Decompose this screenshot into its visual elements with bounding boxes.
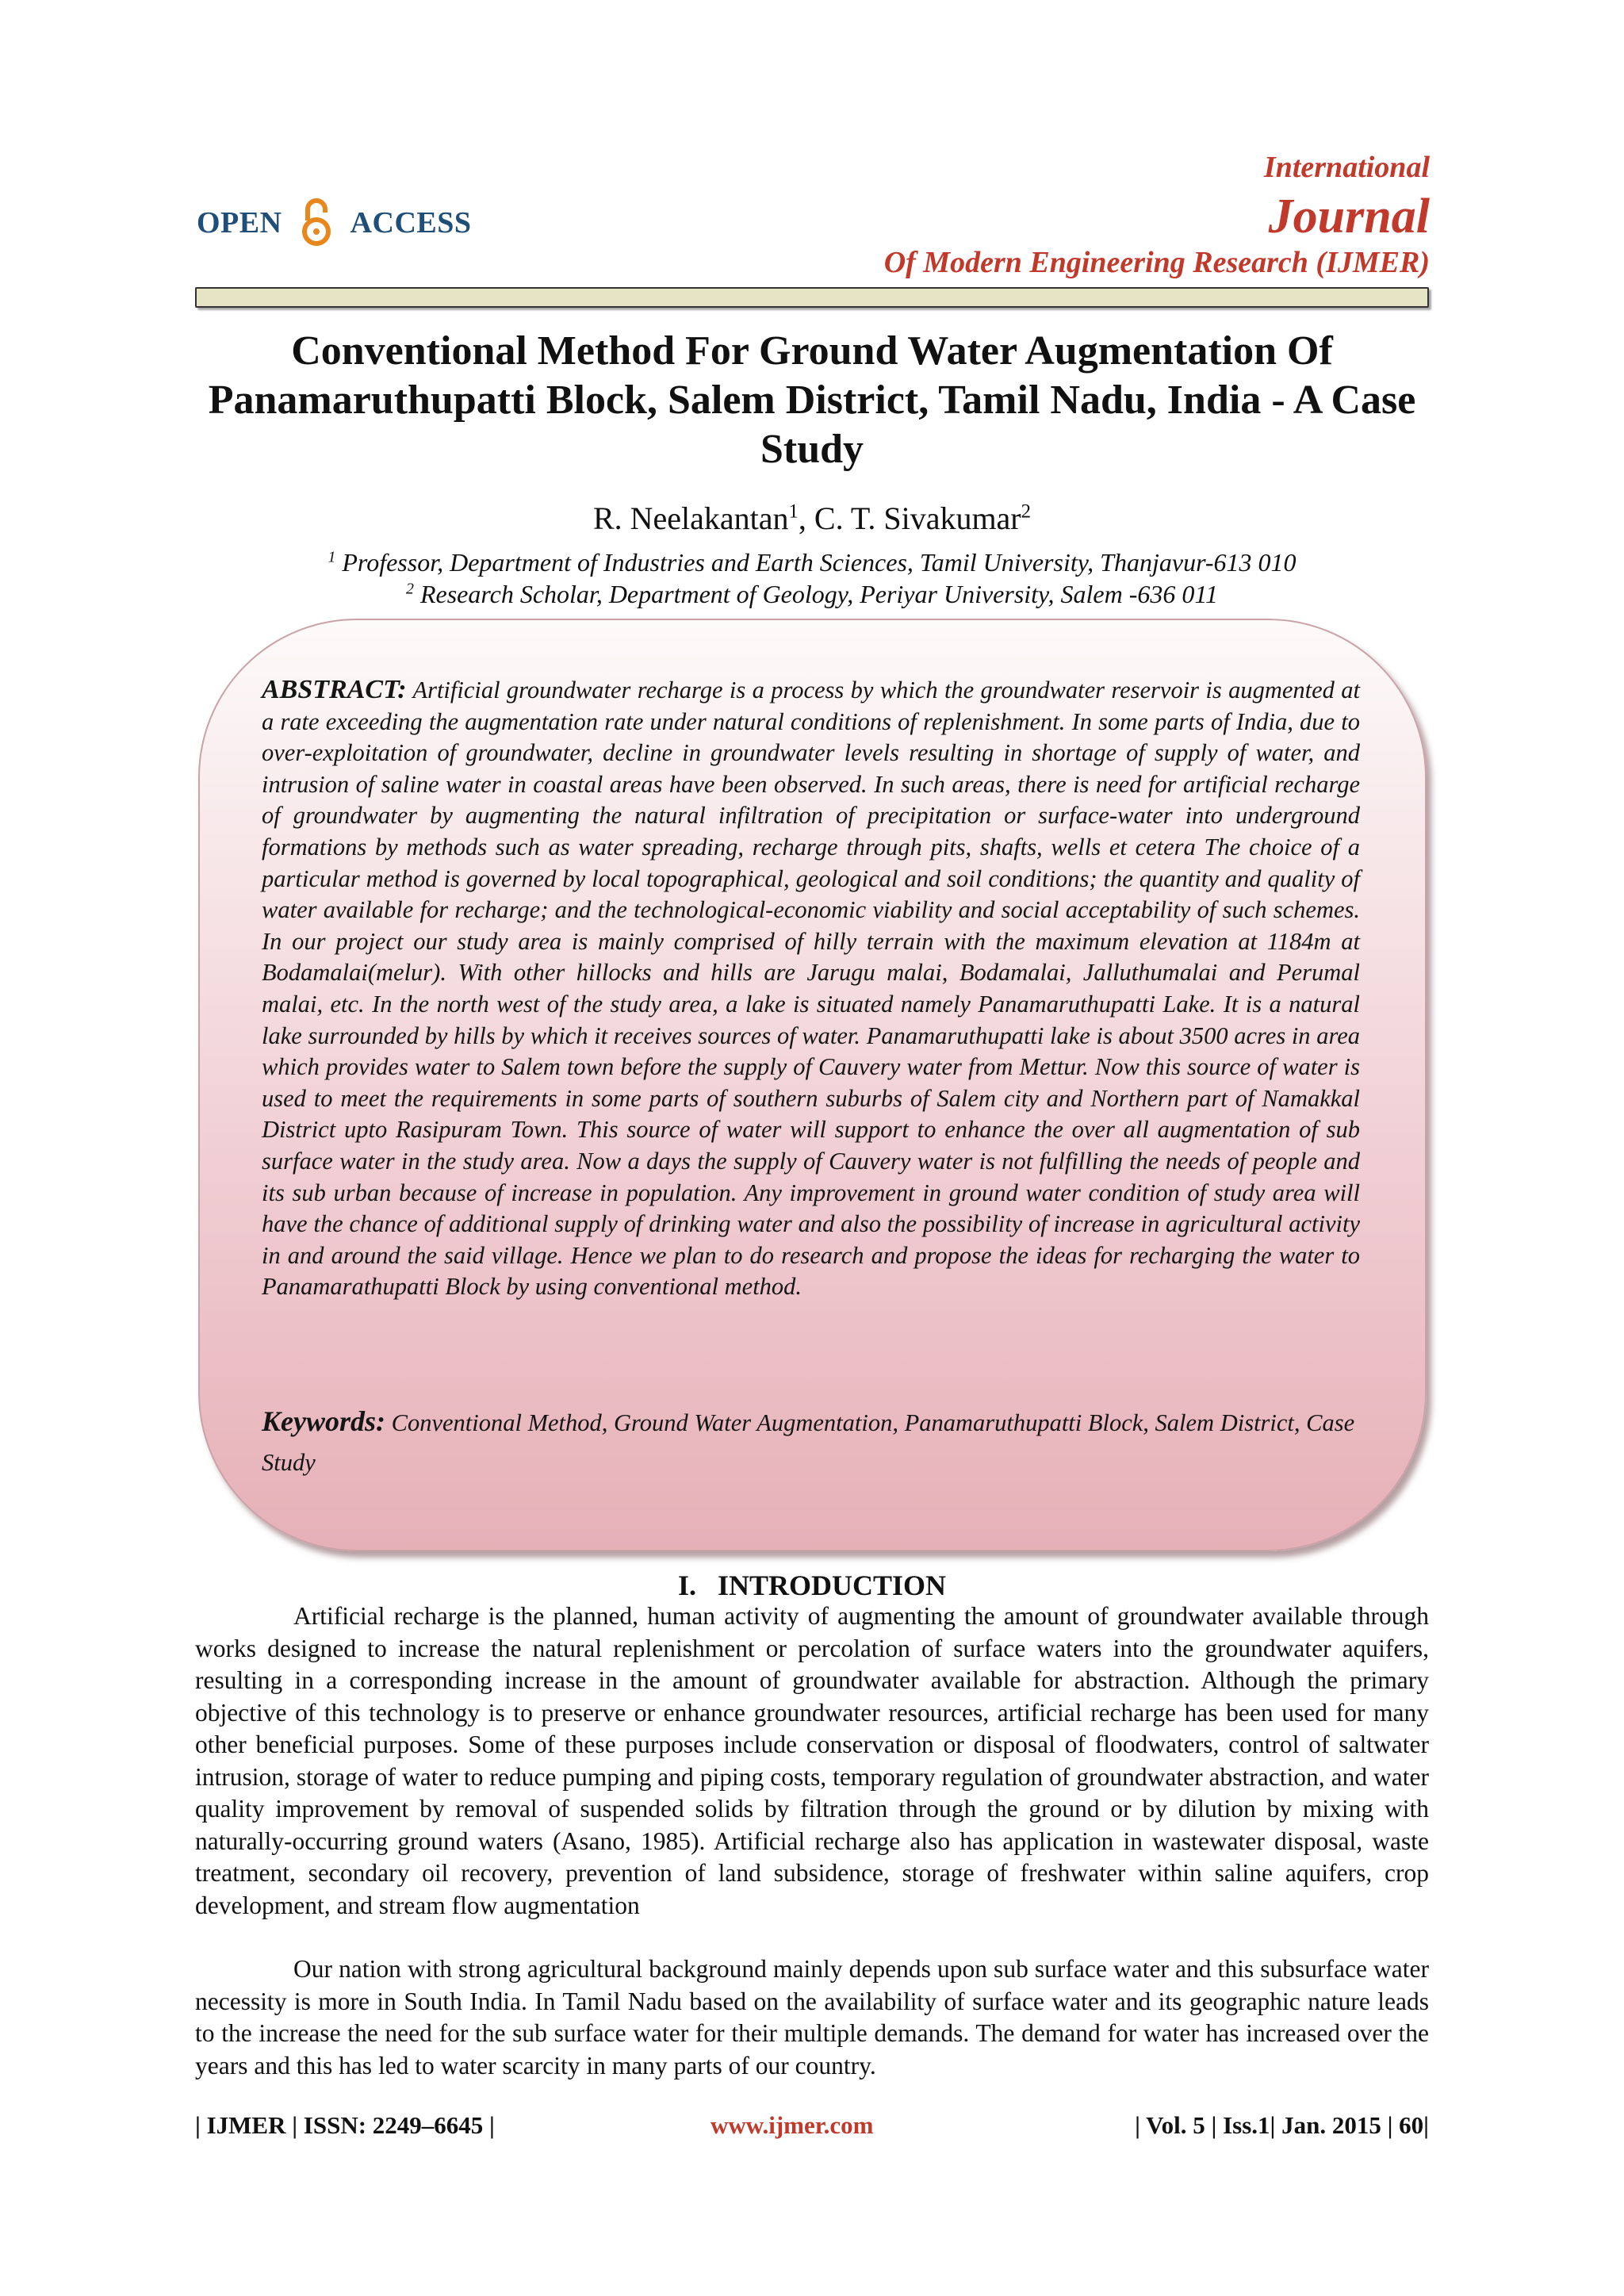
journal-masthead <box>884 152 1430 278</box>
abstract <box>262 674 1360 1303</box>
open-access-left-text: OPEN <box>197 206 282 240</box>
section-heading: I. INTRODUCTION <box>677 1570 947 1601</box>
body-paragraph: Our nation with strong agricultural background mainly depends upon sub surface water and this subsurface water necessity is more in South India. In Tamil Nadu based on the availability of surface water and its geographic nature leads to the increase the need for the sub surface water for their multiple demands. The demand for water has increased over the years and this has led to water scarcity in many parts of our country. <box>195 1955 1429 2079</box>
author-separator: , <box>798 500 814 536</box>
affiliation-text: Professor, Department of Industries and Earth Sciences, Tamil University, Thanjavur-613 010 <box>335 548 1297 577</box>
abstract-text: Artificial groundwater recharge is a process by which the groundwater reservoir is augmented at a rate exceeding the augmentation rate under natural conditions of replenishment. In some parts of India, due to over-exploitation of groundwater, decline in groundwater levels resulting in shortage of supply of water, and intrusion of saline water in coastal areas have been observed. In such areas, there is need for artificial recharge of groundwater by augmenting the natural infiltration of precipitation or surface-water into underground formations by methods such as water spreading, recharge through pits, shafts, wells et cetera The choice of a particular method is governed by local topographical, geological and soil conditions; the quantity and quality of water available for recharge; and the technological-economic viability and social acceptability of such schemes. In our project our study area is mainly comprised of hilly terrain with the maximum elevation at 1184m at Bodamalai(melur). With other hillocks and hills are Jarugu malai, Bodamalai, Jalluthumalai and Perumal malai, etc. In the north west of the study area, a lake is situated namely Panamaruthupatti Lake. It is a natural lake surrounded by hills by which it receives sources of water. Panamaruthupatti lake is about 3500 acres in area which provides water to Salem town before the supply of Cauvery water from Mettur. Now this source of water is used to meet the requirements in some parts of southern suburbs of Salem city and Northern part of Namakkal District upto Rasipuram Town. This source of water will support to enhance the over all augmentation of sub surface water in the study area. Now a days the supply of Cauvery water is not fulfilling the needs of people and its sub urban because of increase in population. Any improvement in ground water condition of study area will have the chance of additional supply of drinking water and also the possibility of increase in agricultural activity in and around the said village. Hence we plan to do research and propose the ideas for recharging the water to Panamarathupatti Block by using conventional method. <box>262 677 1360 1301</box>
author-line <box>195 500 1429 538</box>
keywords-text: Conventional Method, Ground Water Augmentation, Panamaruthupatti Block, Salem District, Case Study <box>262 1409 1355 1476</box>
affiliation-1 <box>195 547 1429 577</box>
body-paragraph: Artificial recharge is the planned, human activity of augmenting the amount of groundwater available through works designed to increase the natural replenishment or percolation of surface waters into the groundwater aquifers, resulting in a corresponding increase in the amount of groundwater available for abstraction. Although the primary objective of this technology is to preserve or enhance groundwater resources, artificial recharge has been used for many other beneficial purposes. Some of these purposes include conservation or disposal of floodwaters, control of saltwater intrusion, storage of water to reduce pumping and piping costs, temporary regulation of groundwater abstraction, and water quality improvement by removal of suspended solids by filtration through the ground or by dilution by mixing with naturally-occurring ground waters (Asano, 1985). Artificial recharge also has application in wastewater disposal, waste treatment, secondary oil recovery, prevention of land subsidence, storage of freshwater within saline aquifers, crop development, and stream flow augmentation <box>195 1602 1429 1919</box>
affiliation-text: Research Scholar, Department of Geology, Periyar University, Salem -636 011 <box>413 580 1218 608</box>
open-access-right-text: ACCESS <box>350 206 472 240</box>
journal-line-name: Of Modern Engineering Research (IJMER) <box>883 246 1430 279</box>
page-footer <box>195 2110 1429 2141</box>
affiliation-mark: 2 <box>406 580 414 598</box>
author-name: R. Neelakantan <box>592 500 789 536</box>
affiliation-mark: 1 <box>327 548 336 566</box>
footer-issn: | IJMER | ISSN: 2249–6645 | <box>195 2111 495 2139</box>
header-rule <box>195 287 1429 308</box>
open-access-logo <box>197 198 472 247</box>
keywords <box>262 1401 1360 1482</box>
affiliation-2 <box>195 579 1429 609</box>
open-lock-icon <box>293 198 339 247</box>
affiliation-mark: 1 <box>788 500 799 523</box>
footer-website-link[interactable]: www.ijmer.com <box>710 2111 874 2139</box>
author-name: C. T. Sivakumar <box>814 500 1021 536</box>
journal-line-international: International <box>1263 151 1430 184</box>
paper-title: Conventional Method For Ground Water Augmentation Of Panamaruthupatti Block, Salem District, Tamil Nadu, India - A Case Study <box>208 328 1416 472</box>
journal-line-journal: Journal <box>1268 190 1430 243</box>
keywords-label: Keywords: <box>262 1405 385 1437</box>
affiliation-mark: 2 <box>1021 500 1032 523</box>
abstract-label: ABSTRACT: <box>262 675 407 704</box>
footer-volume: | Vol. 5 | Iss.1| Jan. 2015 | 60| <box>1135 2111 1429 2139</box>
